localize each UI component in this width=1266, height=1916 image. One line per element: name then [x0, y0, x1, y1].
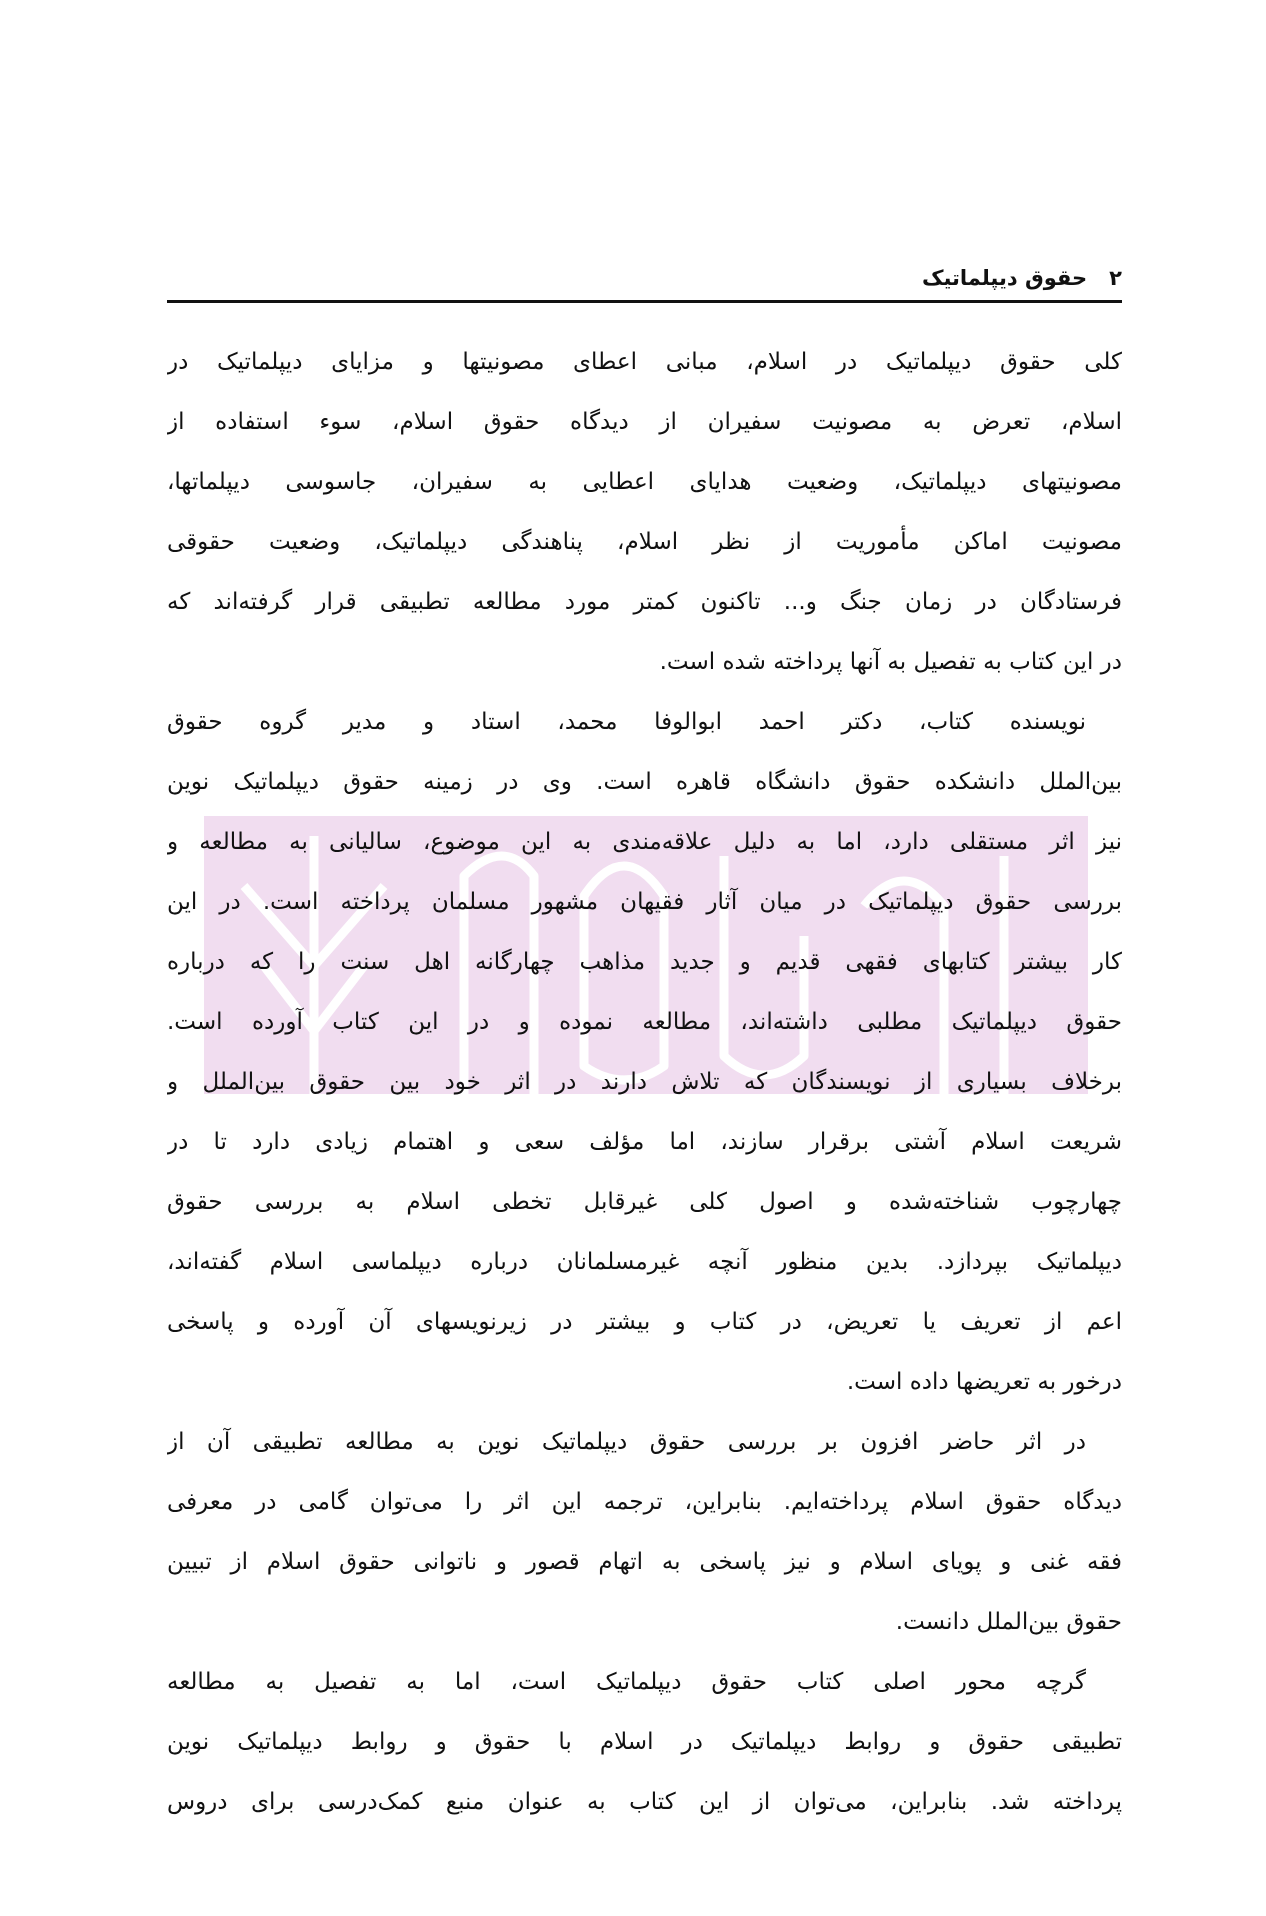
text-line: اسلام، تعرض به مصونیت سفیران از دیدگاه حقوق اسلام، سوء استفاده از [167, 409, 1122, 435]
text-line: دیدگاه حقوق اسلام پرداخته‌ایم. بنابراین، ترجمه این اثر را می‌توان گامی در معرفی [167, 1489, 1122, 1515]
text-line: دیپلماتیک بپردازد. بدین منظور آنچه غیرمسلمانان درباره دیپلماسی اسلام گفته‌اند، [167, 1249, 1122, 1275]
text-line: برخلاف بسیاری از نویسندگان که تلاش دارند در اثر خود بین حقوق بین‌الملل و [167, 1069, 1122, 1095]
text-line: در این کتاب به تفصیل به آنها پرداخته شده است. [659, 649, 1122, 675]
text-line: حقوق بین‌الملل دانست. [895, 1609, 1122, 1635]
text-line: مصونیتهای دیپلماتیک، وضعیت هدایای اعطایی به سفیران، جاسوسی دیپلماتها، [167, 469, 1122, 495]
text-line: گرچه محور اصلی کتاب حقوق دیپلماتیک است، اما به تفصیل به مطالعه [167, 1669, 1086, 1695]
text-line: حقوق دیپلماتیک مطلبی داشته‌اند، مطالعه نموده و در این کتاب آورده است. [167, 1009, 1122, 1035]
text-line: مصونیت اماکن مأموریت از نظر اسلام، پناهندگی دیپلماتیک، وضعیت حقوقی [167, 529, 1122, 555]
text-line: در اثر حاضر افزون بر بررسی حقوق دیپلماتیک نوین به مطالعه تطبیقی آن از [167, 1429, 1086, 1455]
body-text [167, 332, 1122, 1832]
text-line: بین‌الملل دانشکده حقوق دانشگاه قاهره است. وی در زمینه حقوق دیپلماتیک نوین [167, 769, 1122, 795]
text-line: نیز اثر مستقلی دارد، اما به دلیل علاقه‌مندی به این موضوع، سالیانی به مطالعه و [167, 829, 1122, 855]
text-line: درخور به تعریضها داده است. [846, 1369, 1122, 1395]
text-line: کار بیشتر کتابهای فقهی قدیم و جدید مذاهب چهارگانه اهل سنت را که درباره [167, 949, 1122, 975]
text-line: فرستادگان در زمان جنگ و... تاکنون کمتر مورد مطالعه تطبیقی قرار گرفته‌اند که [167, 589, 1122, 615]
text-line: شریعت اسلام آشتی برقرار سازند، اما مؤلف سعی و اهتمام زیادی دارد تا در [167, 1129, 1122, 1155]
text-line: بررسی حقوق دیپلماتیک در میان آثار فقیهان مشهور مسلمان پرداخته است. در این [167, 889, 1122, 915]
running-header [167, 258, 1122, 298]
text-line: اعم از تعریف یا تعریض، در کتاب و بیشتر در زیرنویسهای آن آورده و پاسخی [167, 1309, 1122, 1335]
text-line: نویسنده کتاب، دکتر احمد ابوالوفا محمد، استاد و مدیر گروه حقوق [167, 709, 1086, 735]
text-line: فقه غنی و پویای اسلام و نیز پاسخی به اتهام قصور و ناتوانی حقوق اسلام از تبیین [167, 1549, 1122, 1575]
text-line: چهارچوب شناخته‌شده و اصول کلی غیرقابل تخطی اسلام به بررسی حقوق [167, 1189, 1122, 1215]
text-line: پرداخته شد. بنابراین، می‌توان از این کتاب به عنوان منبع کمک‌درسی برای دروس [167, 1789, 1122, 1815]
page-number: ۲ [1109, 266, 1122, 290]
running-title: حقوق دیپلماتیک [921, 266, 1088, 290]
header-rule [167, 300, 1122, 303]
text-line: کلی حقوق دیپلماتیک در اسلام، مبانی اعطای مصونیتها و مزایای دیپلماتیک در [167, 349, 1122, 375]
text-line: تطبیقی حقوق و روابط دیپلماتیک در اسلام با حقوق و روابط دیپلماتیک نوین [167, 1729, 1122, 1755]
